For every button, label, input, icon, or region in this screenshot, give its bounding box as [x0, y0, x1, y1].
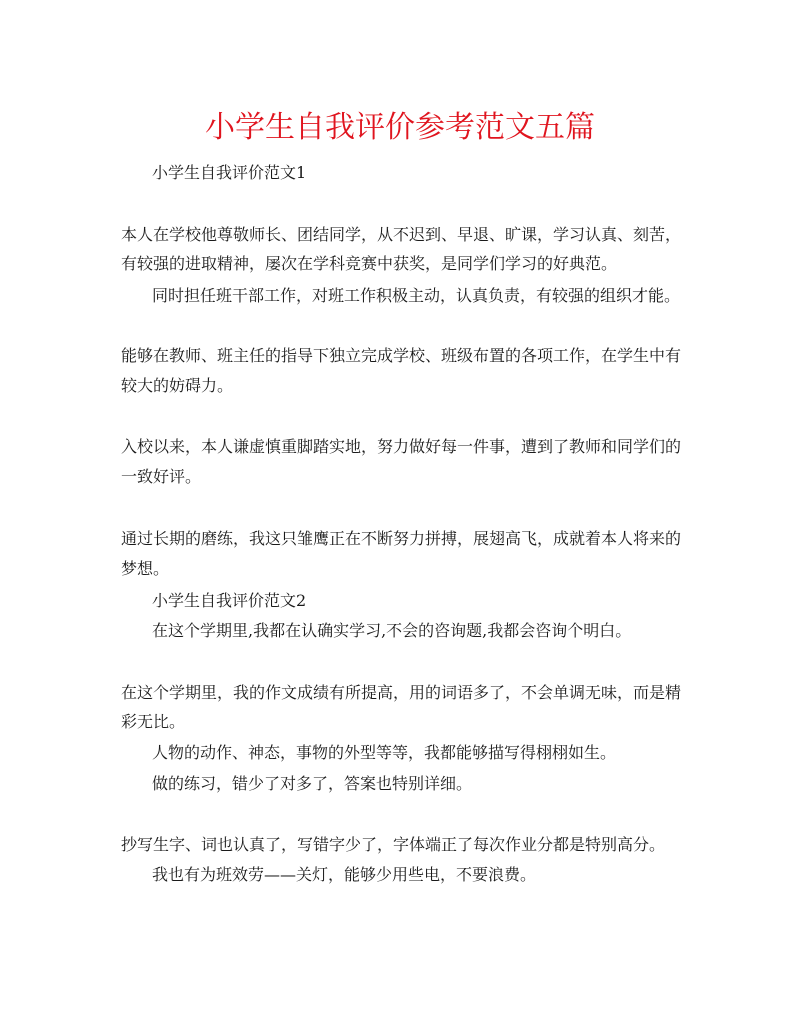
paragraph-line: 较大的妨碍力。 [121, 376, 234, 395]
paragraph-line: 本人在学校他尊敬师长、团结同学，从不迟到、早退、旷课，学习认真、刻苦， [121, 225, 682, 244]
section-heading-2: 小学生自我评价范文2 [152, 591, 307, 610]
paragraph-line: 人物的动作、神态，事物的外型等等，我都能够描写得栩栩如生。 [152, 743, 617, 762]
paragraph-line: 有较强的进取精神，屡次在学科竞赛中获奖，是同学们学习的好典范。 [121, 254, 618, 273]
paragraph-line: 通过长期的磨练，我这只雏鹰正在不断努力拼搏，展翅高飞，成就着本人将来的 [121, 529, 682, 548]
paragraph-line: 我也有为班效劳——关灯，能够少用些电，不要浪费。 [152, 865, 537, 884]
paragraph-line: 能够在教师、班主任的指导下独立完成学校、班级布置的各项工作，在学生中有 [121, 346, 682, 365]
paragraph-line: 在这个学期里，我的作文成绩有所提高，用的词语多了，不会单调无味，而是精 [121, 683, 682, 702]
paragraph-line: 抄写生字、词也认真了，写错字少了，字体端正了每次作业分都是特别高分。 [121, 835, 666, 854]
paragraph-line: 做的练习，错少了对多了，答案也特别详细。 [152, 774, 473, 793]
paragraph-line: 一致好评。 [121, 467, 202, 486]
section-heading-1: 小学生自我评价范文1 [152, 163, 307, 182]
paragraph-line: 在这个学期里,我都在认确实学习,不会的咨询题,我都会咨询个明白。 [152, 621, 632, 640]
paragraph-line: 彩无比。 [121, 712, 186, 731]
paragraph-line: 同时担任班干部工作，对班工作积极主动，认真负责，有较强的组织才能。 [152, 286, 681, 305]
paragraph-line: 梦想。 [121, 559, 170, 578]
document-title: 小学生自我评价参考范文五篇 [205, 110, 595, 145]
paragraph-line: 入校以来，本人谦虚慎重脚踏实地，努力做好每一件事，遭到了教师和同学们的 [121, 437, 682, 456]
